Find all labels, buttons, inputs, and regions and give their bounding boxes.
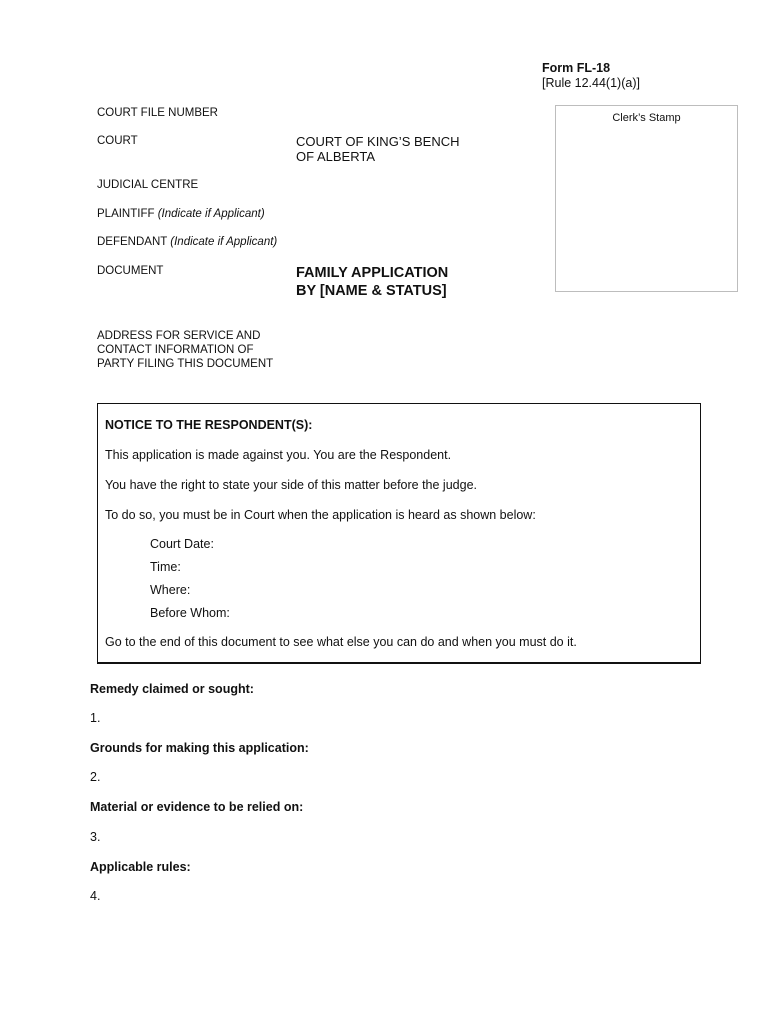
before-whom-label: Before Whom: — [150, 606, 230, 620]
form-number: Form FL-18 — [542, 61, 611, 75]
applicable-rules-item: 4. — [90, 889, 101, 903]
clerks-stamp-box — [555, 105, 738, 292]
court-label: COURT — [97, 135, 138, 147]
grounds-item: 2. — [90, 770, 101, 784]
court-value-line2: OF ALBERTA — [296, 149, 375, 164]
clerks-stamp-label: Clerk’s Stamp — [612, 112, 681, 124]
court-value — [296, 134, 459, 164]
where-label: Where: — [150, 583, 191, 597]
remedy-heading: Remedy claimed or sought: — [90, 682, 254, 696]
defendant-label — [97, 235, 277, 249]
form-identifier — [542, 61, 640, 91]
address-line3: PARTY FILING THIS DOCUMENT — [97, 358, 274, 370]
document-title-line1: FAMILY APPLICATION — [296, 265, 449, 281]
notice-line-4: Go to the end of this document to see what else you can do and when you must do it. — [105, 635, 577, 649]
notice-heading: NOTICE TO THE RESPONDENT(S): — [105, 418, 313, 432]
document-label: DOCUMENT — [97, 265, 164, 277]
address-line1: ADDRESS FOR SERVICE AND — [97, 330, 261, 342]
court-value-line1: COURT OF KING’S BENCH — [296, 134, 460, 149]
time-label: Time: — [150, 560, 181, 574]
judicial-centre-label: JUDICIAL CENTRE — [97, 179, 199, 191]
material-heading: Material or evidence to be relied on: — [90, 800, 304, 814]
form-rule: [Rule 12.44(1)(a)] — [542, 76, 640, 90]
material-item: 3. — [90, 830, 101, 844]
address-line2: CONTACT INFORMATION OF — [97, 344, 254, 356]
plaintiff-label — [97, 207, 265, 221]
court-file-number-label: COURT FILE NUMBER — [97, 107, 218, 119]
document-title-line2: BY [NAME & STATUS] — [296, 283, 447, 299]
notice-box — [97, 403, 701, 664]
address-for-service-label — [97, 329, 273, 371]
court-date-label: Court Date: — [150, 537, 214, 551]
notice-line-2: You have the right to state your side of this matter before the judge. — [105, 478, 477, 492]
plaintiff-label-text: PLAINTIFF — [97, 208, 155, 220]
document-title — [296, 264, 448, 300]
applicable-rules-heading: Applicable rules: — [90, 860, 191, 874]
plaintiff-note: (Indicate if Applicant) — [157, 208, 265, 220]
notice-line-3: To do so, you must be in Court when the application is heard as shown below: — [105, 508, 536, 522]
notice-line-1: This application is made against you. You are the Respondent. — [105, 448, 452, 462]
defendant-note: (Indicate if Applicant) — [170, 236, 278, 248]
defendant-label-text: DEFENDANT — [97, 236, 168, 248]
remedy-item: 1. — [90, 711, 101, 725]
grounds-heading: Grounds for making this application: — [90, 741, 309, 755]
